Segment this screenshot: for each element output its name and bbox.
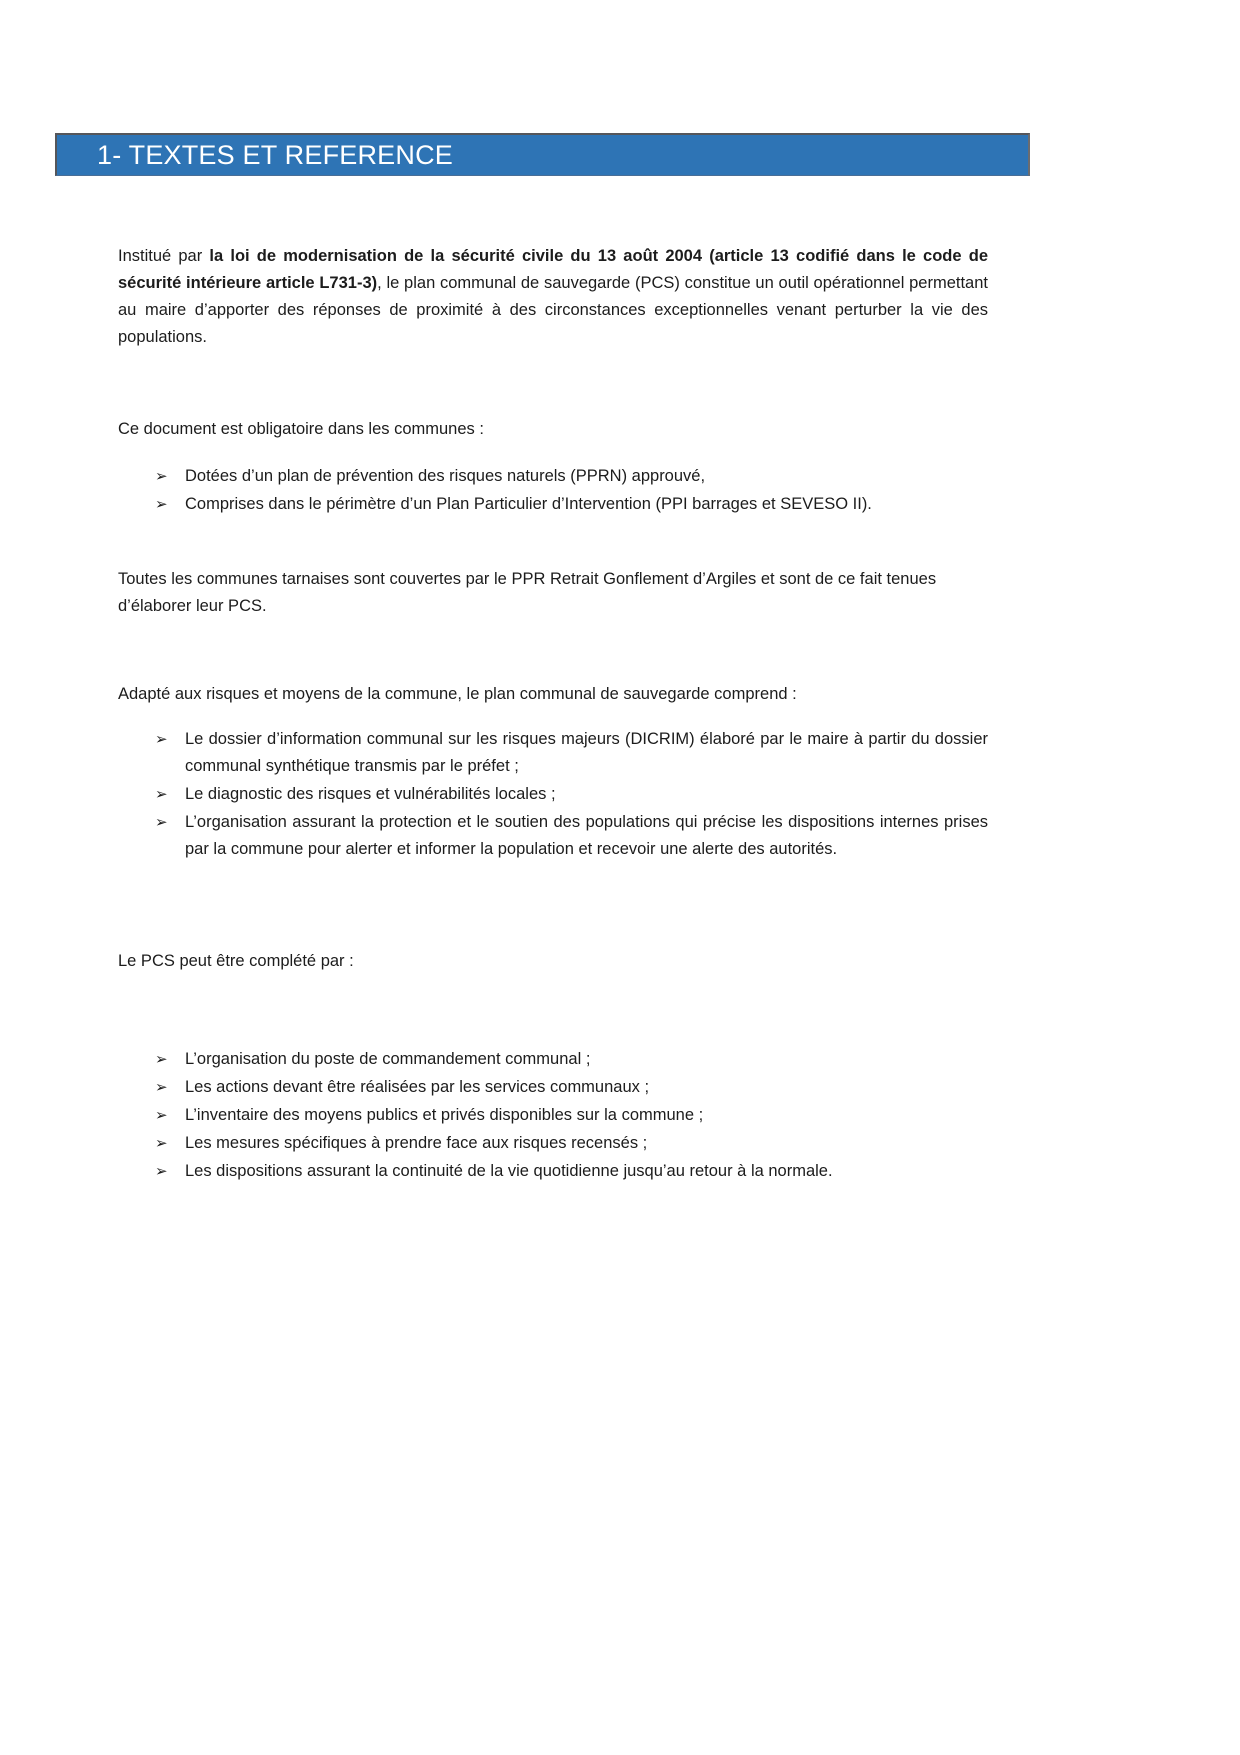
arrow-bullet-icon: ➢ xyxy=(155,814,168,831)
intro-text-start: Institué par xyxy=(118,247,210,265)
list-item xyxy=(118,809,988,863)
arrow-bullet-icon: ➢ xyxy=(155,1079,168,1096)
list-item xyxy=(118,1046,988,1073)
list-item xyxy=(118,1158,988,1185)
intro-paragraph xyxy=(118,243,988,351)
list-item xyxy=(118,1130,988,1157)
list-item xyxy=(118,463,988,490)
list-item-text: Les actions devant être réalisées par les services communaux ; xyxy=(185,1078,650,1096)
list-item xyxy=(118,1074,988,1101)
list-item-text: Le dossier d’information communal sur les risques majeurs (DICRIM) élaboré par le maire à partir du dossier communal synthétique transmis par le préfet ; xyxy=(185,730,988,775)
arrow-bullet-icon: ➢ xyxy=(155,731,168,748)
contenu-intro: Adapté aux risques et moyens de la commune, le plan communal de sauvegarde comprend : xyxy=(118,685,797,703)
obligatoire-list xyxy=(118,463,988,519)
list-item-text: L’inventaire des moyens publics et privés disponibles sur la commune ; xyxy=(185,1106,704,1124)
list-item-text: L’organisation du poste de commandement communal ; xyxy=(185,1050,591,1068)
list-item-text: L’organisation assurant la protection et le soutien des populations qui précise les dispositions internes prises par la commune pour alerter et informer la population et recevoir une alerte des autorités. xyxy=(185,813,988,858)
section-title: 1- TEXTES ET REFERENCE xyxy=(97,139,453,170)
list-item-text: Les mesures spécifiques à prendre face aux risques recensés ; xyxy=(185,1134,648,1152)
arrow-bullet-icon: ➢ xyxy=(155,1051,168,1068)
section-banner xyxy=(55,133,1030,176)
list-item-text: Dotées d’un plan de prévention des risques naturels (PPRN) approuvé, xyxy=(185,467,706,485)
list-item xyxy=(118,491,988,518)
list-item xyxy=(118,781,988,808)
arrow-bullet-icon: ➢ xyxy=(155,786,168,803)
list-item-text: Les dispositions assurant la continuité de la vie quotidienne jusqu’au retour à la normale. xyxy=(185,1162,833,1180)
arrow-bullet-icon: ➢ xyxy=(155,468,168,485)
arrow-bullet-icon: ➢ xyxy=(155,1135,168,1152)
list-item xyxy=(118,1102,988,1129)
list-item-text: Comprises dans le périmètre d’un Plan Particulier d’Intervention (PPI barrages et SEVESO II). xyxy=(185,495,872,513)
arrow-bullet-icon: ➢ xyxy=(155,1163,168,1180)
arrow-bullet-icon: ➢ xyxy=(155,496,168,513)
tarn-note-paragraph: Toutes les communes tarnaises sont couvertes par le PPR Retrait Gonflement d’Argiles et sont de ce fait tenues d’élaborer leur PCS. xyxy=(118,570,937,615)
complement-intro: Le PCS peut être complété par : xyxy=(118,952,354,970)
complement-list xyxy=(118,1046,988,1186)
intro-text-end: , le plan communal de sauvegarde (PCS) constitue un outil opérationnel permettant au maire d’apporter des réponses de proximité à des circonstances exceptionnelles venant perturber la vie des populations. xyxy=(118,274,988,346)
list-item-text: Le diagnostic des risques et vulnérabilités locales ; xyxy=(185,785,556,803)
arrow-bullet-icon: ➢ xyxy=(155,1107,168,1124)
list-item xyxy=(118,726,988,780)
intro-text-bold: la loi de modernisation de la sécurité civile du 13 août 2004 (article 13 codifié dans le code de sécurité intérieure article L731-3) xyxy=(118,247,988,292)
contenu-list xyxy=(118,726,988,864)
obligatoire-intro: Ce document est obligatoire dans les communes : xyxy=(118,420,484,438)
